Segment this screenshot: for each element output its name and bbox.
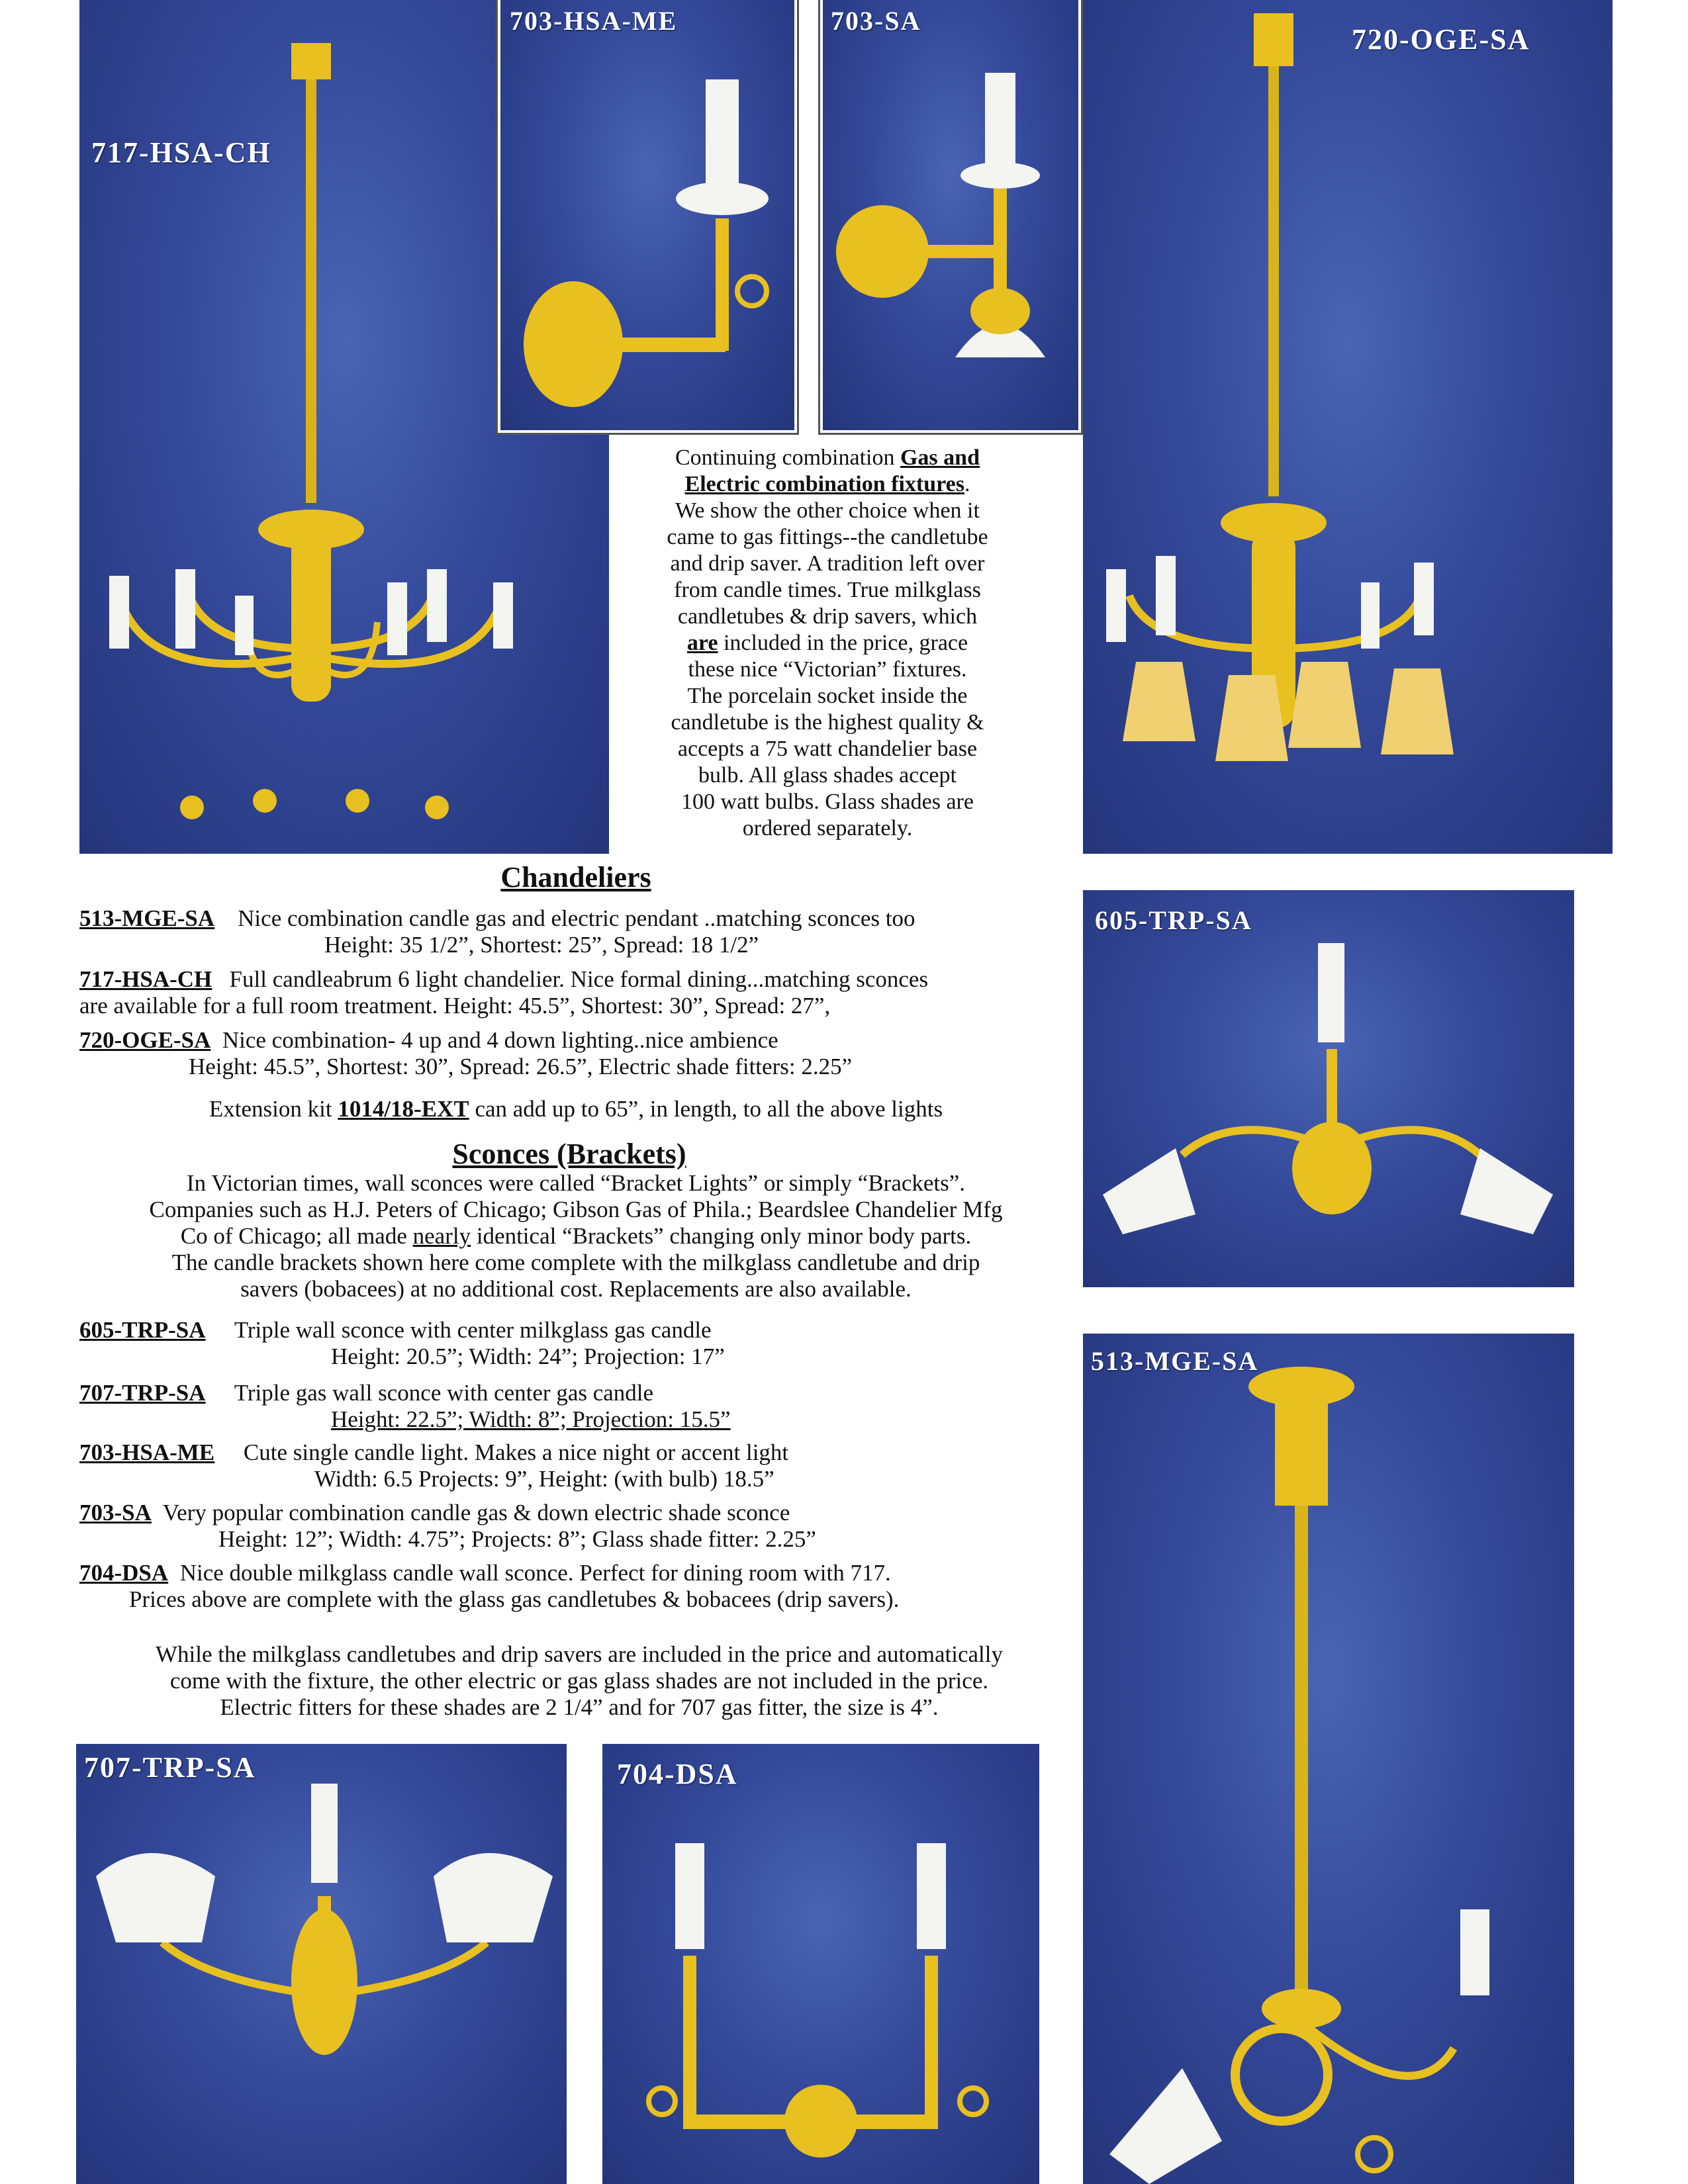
- photo-label: 703-HSA-ME: [510, 6, 678, 36]
- photo-label: 707-TRP-SA: [84, 1751, 256, 1784]
- sconce-item-703-sa: [79, 1500, 1072, 1553]
- photo-label: 717-HSA-CH: [91, 136, 271, 169]
- item-code: 704-DSA: [79, 1560, 169, 1586]
- closing-note: While the milkglass candletubes and drip savers are included in the price and automatically come with the fixture, the other electric or gas glass shades are not included in the price. Electric fitters for these shades are 2 1/4” and for 707 gas fitter, the size is 4”.: [156, 1641, 1003, 1720]
- item-description: Triple gas wall sconce with center gas candle: [234, 1380, 654, 1406]
- item-description: Nice double milkglass candle wall sconce. Perfect for dining room with 717.: [179, 1560, 891, 1586]
- sconces-intro: In Victorian times, wall sconces were called “Bracket Lights” or simply “Brackets”. Companies such as H.J. Peters of Chicago; Gibson Gas of Phila.; Beardslee Chandelier Mfg Co of Chicago; all made nearly identical “Brackets” changing only minor body parts. The candle brackets shown here come complete with the milkglass candletube and drip savers (bobacees) at no additional cost. Replacements are also available.: [149, 1170, 1003, 1302]
- item-specs: Height: 35 1/2”, Shortest: 25”, Spread: 18 1/2”: [324, 932, 759, 958]
- item-description: Very popular combination candle gas & down electric shade sconce: [162, 1500, 790, 1525]
- chandelier-720-illustration: [1083, 0, 1613, 854]
- item-specs: are available for a full room treatment. Height: 45.5”, Shortest: 30”, Spread: 27”,: [79, 993, 831, 1019]
- photo-704-dsa: [602, 1744, 1039, 2184]
- item-code: 513-MGE-SA: [79, 905, 215, 931]
- sconce-703-sa-illustration: [823, 0, 1078, 430]
- item-specs: Width: 6.5 Projects: 9”, Height: (with bulb) 18.5”: [314, 1466, 774, 1492]
- item-code: 717-HSA-CH: [79, 966, 212, 992]
- item-description: Full candleabrum 6 light chandelier. Nice formal dining...matching sconces: [229, 966, 929, 992]
- photo-label: 513-MGE-SA: [1091, 1346, 1259, 1376]
- extension-kit-note: Extension kit 1014/18-EXT can add up to 65”, in length, to all the above lights: [209, 1096, 943, 1122]
- item-description: Triple wall sconce with center milkglass gas candle: [234, 1317, 712, 1343]
- photo-605-trp-sa: [1083, 890, 1574, 1287]
- sconces-heading: Sconces (Brackets): [452, 1138, 686, 1170]
- item-description: Cute single candle light. Makes a nice night or accent light: [243, 1439, 789, 1465]
- sconce-item-704: [79, 1560, 1072, 1613]
- photo-label: 704-DSA: [617, 1758, 738, 1790]
- item-specs: Prices above are complete with the glass gas candletubes & bobacees (drip savers).: [129, 1586, 900, 1612]
- item-specs: Height: 45.5”, Shortest: 30”, Spread: 26.5”, Electric shade fitters: 2.25”: [189, 1054, 853, 1079]
- sconce-605-trp-sa-illustration: [1083, 890, 1574, 1287]
- photo-707-trp-sa: [76, 1744, 567, 2184]
- photo-703-sa: [823, 0, 1078, 430]
- sconce-707-trp-sa-illustration: [76, 1744, 567, 2184]
- item-specs: Height: 22.5”; Width: 8”; Projection: 15.5”: [331, 1406, 731, 1432]
- sconce-item-605: [79, 1317, 1072, 1370]
- item-specs: Height: 20.5”; Width: 24”; Projection: 17”: [331, 1343, 725, 1369]
- item-specs: Height: 12”; Width: 4.75”; Projects: 8”; Glass shade fitter: 2.25”: [218, 1526, 816, 1552]
- photo-703-hsa-me: [500, 0, 794, 430]
- intro-paragraph: Continuing combination Gas and Electric combination fixtures. We show the other choice when it came to gas fittings--the candletube and drip saver. A tradition left over from candle times. True milkglass candletubes & drip savers, which are included in the price, grace these nice “Victorian” fixtures. The porcelain socket inside the candletube is the highest quality & accepts a 75 watt chandelier base bulb. All glass shades accept 100 watt bulbs. Glass shades are ordered separately.: [667, 445, 988, 841]
- sconce-703-hsa-me-illustration: [500, 0, 794, 430]
- photo-513-mge-sa: [1083, 1334, 1574, 2184]
- pendant-513-illustration: [1083, 1334, 1574, 2184]
- chandelier-item-513: [79, 905, 1072, 958]
- item-description: Nice combination- 4 up and 4 down lighting..nice ambience: [222, 1027, 778, 1053]
- item-description: Nice combination candle gas and electric pendant ..matching sconces too: [238, 905, 915, 931]
- item-code: 605-TRP-SA: [79, 1317, 206, 1343]
- photo-label: 703-SA: [831, 6, 921, 36]
- chandeliers-heading: Chandeliers: [500, 861, 651, 893]
- chandelier-item-720: [79, 1027, 1072, 1080]
- photo-720-oge-sa: [1083, 0, 1613, 854]
- item-code: 720-OGE-SA: [79, 1027, 211, 1053]
- photo-label: 605-TRP-SA: [1095, 905, 1252, 935]
- item-code: 707-TRP-SA: [79, 1380, 206, 1406]
- sconce-item-703-hsa: [79, 1439, 1072, 1492]
- item-code: 703-HSA-ME: [79, 1439, 215, 1465]
- sconce-item-707: [79, 1380, 1072, 1433]
- photo-label: 720-OGE-SA: [1352, 23, 1530, 56]
- sconce-704-dsa-illustration: [602, 1744, 1039, 2184]
- item-code: 703-SA: [79, 1500, 152, 1525]
- chandelier-item-717: [79, 966, 1072, 1019]
